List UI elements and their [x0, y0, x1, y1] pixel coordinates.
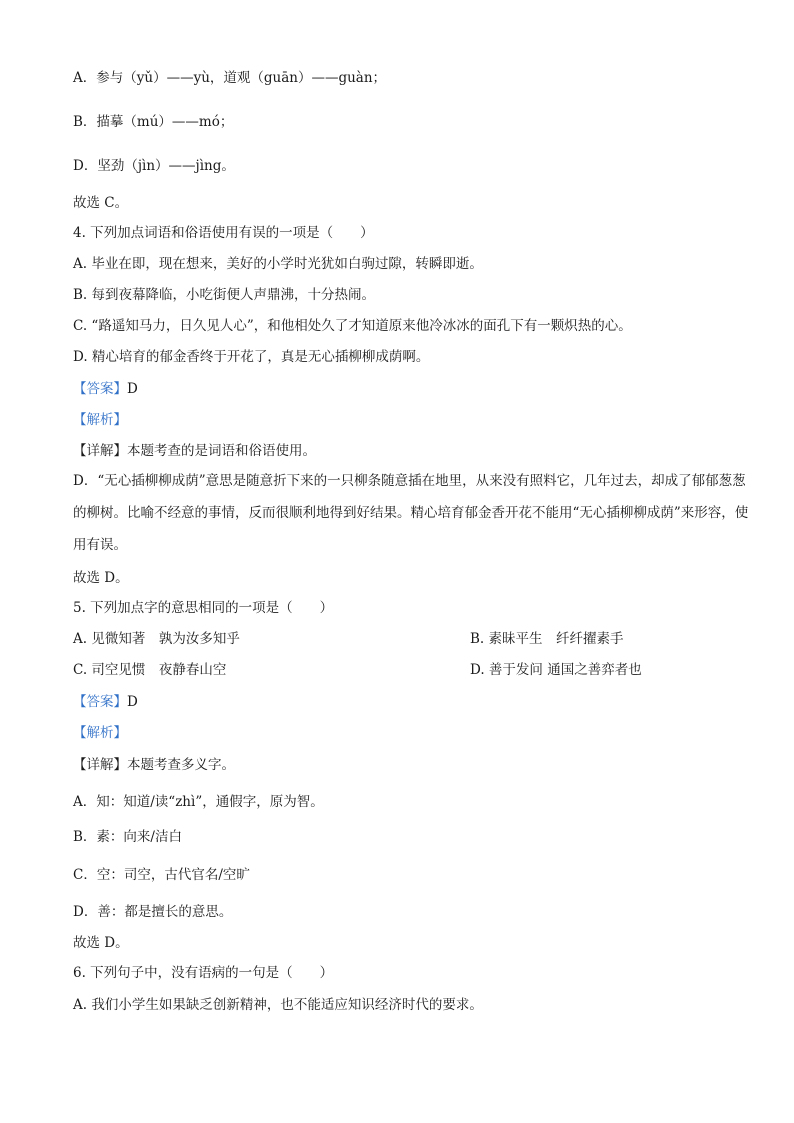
q5-option-c: C. 司空见惯 夜静春山空 — [73, 662, 227, 678]
q5-explanation-a: A．知：知道/读“zhì”，通假字，原为智。 — [73, 794, 324, 810]
q5-option-b: B. 素昧平生 纤纤擢素手 — [470, 631, 624, 647]
q3-option-b-explanation: B．描摹（mú）——mó； — [73, 114, 234, 130]
q4-analysis-tag: 【解析】 — [73, 412, 127, 428]
q4-option-d: D. 精心培育的郁金香终于开花了，真是无心插柳柳成荫啊。 — [73, 349, 430, 365]
answer-tag: 【答案】 — [73, 381, 127, 397]
q5-stem: 5. 下列加点字的意思相同的一项是（ ） — [73, 600, 334, 616]
answer-tag: 【答案】 — [73, 694, 127, 710]
q4-option-c: C. “路遥知马力，日久见人心”，和他相处久了才知道原来他冷冰冰的面孔下有一颗炽热的心。 — [73, 318, 632, 334]
q6-option-a: A. 我们小学生如果缺乏创新精神，也不能适应知识经济时代的要求。 — [73, 997, 483, 1013]
q4-detail-d: D．“无心插柳柳成荫”意思是随意折下来的一只柳条随意插在地里，从来没有照料它，几年过去，却成了郁郁葱葱的柳树。比喻不经意的事情，反而很顺利地得到好结果。精心培育郁金香开花不能用“无心插柳柳成荫”来形容，使用有误。 — [73, 473, 749, 553]
q5-explanation-b: B．素：向来/洁白 — [73, 829, 182, 845]
q5-options-row-2 — [73, 661, 754, 679]
q3-option-a-explanation: A．参与（yǔ）——yù，道观（guān）——guàn； — [73, 70, 387, 86]
q6-stem: 6. 下列句子中，没有语病的一句是（ ） — [73, 965, 334, 981]
q5-detail: 【详解】本题考查多义字。 — [73, 757, 235, 773]
q5-conclusion: 故选 D。 — [73, 935, 129, 951]
q4-answer — [73, 380, 754, 398]
q3-option-d-explanation: D．坚劲（jìn）——jìng。 — [73, 158, 235, 174]
q4-option-b: B. 每到夜幕降临，小吃街便人声鼎沸，十分热闹。 — [73, 287, 376, 303]
q5-answer — [73, 693, 754, 711]
q5-option-a: A. 见微知著 孰为汝多知乎 — [73, 631, 240, 647]
q4-conclusion: 故选 D。 — [73, 570, 129, 586]
q5-option-d: D. 善于发问 通国之善弈者也 — [470, 662, 642, 678]
answer-value: D — [127, 694, 138, 710]
q5-analysis-tag: 【解析】 — [73, 725, 127, 741]
q5-explanation-c: C．空：司空，古代官名/空旷 — [73, 867, 250, 883]
q4-stem: 4. 下列加点词语和俗语使用有误的一项是（ ） — [73, 225, 374, 241]
answer-value: D — [127, 381, 138, 397]
q5-explanation-d: D．善：都是擅长的意思。 — [73, 904, 233, 920]
q4-detail: 【详解】本题考查的是词语和俗语使用。 — [73, 443, 316, 459]
q4-option-a: A. 毕业在即，现在想来，美好的小学时光犹如白驹过隙，转瞬即逝。 — [73, 256, 483, 272]
q3-conclusion: 故选 C。 — [73, 195, 129, 211]
q5-options-row-1 — [73, 630, 754, 648]
